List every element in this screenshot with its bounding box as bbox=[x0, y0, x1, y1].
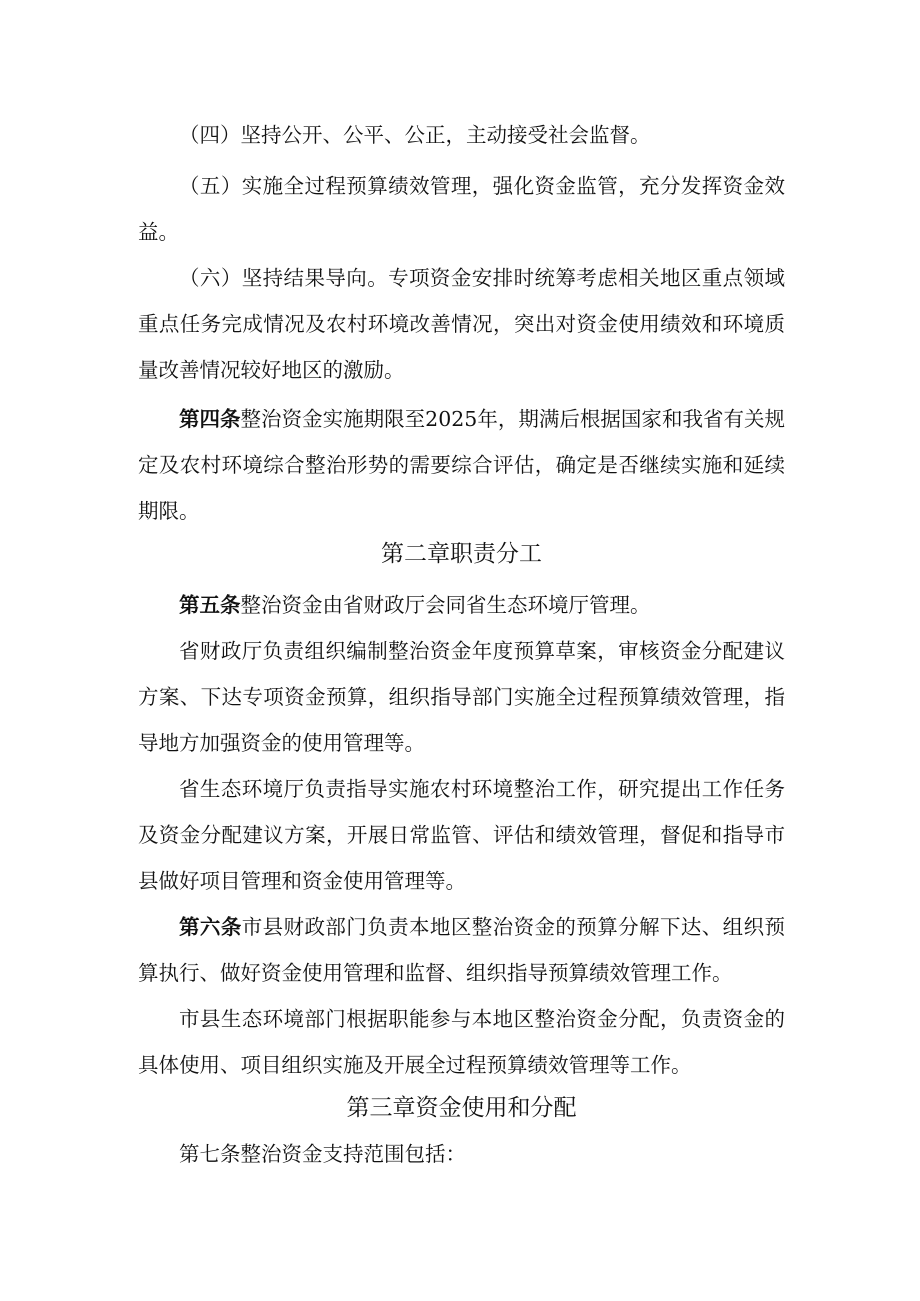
article-6 bbox=[138, 904, 785, 996]
principle-5: （五）实施全过程预算绩效管理，强化资金监管，充分发挥资金效益。 bbox=[138, 174, 785, 244]
article-5-para-2: 省生态环境厅负责指导实施农村环境整治工作，研究提出工作任务及资金分配建议方案，开展日常监管、评估和绩效管理，督促和指导市县做好项目管理和资金使用管理等。 bbox=[138, 777, 785, 893]
article-4-text: 整治资金实施期限至2025年，期满后根据国家和我省有关规定及农村环境综合整治形势的需要综合评估，确定是否继续实施和延续期限。 bbox=[138, 407, 786, 523]
principle-6: （六）坚持结果导向。专项资金安排时统筹考虑相关地区重点领域重点任务完成情况及农村环境改善情况，突出对资金使用绩效和环境质量改善情况较好地区的激励。 bbox=[138, 266, 785, 382]
article-6-text: 市县财政部门负责本地区整治资金的预算分解下达、组织预算执行、做好资金使用管理和监督、组织指导预算绩效管理工作。 bbox=[138, 915, 786, 985]
article-4 bbox=[138, 396, 785, 534]
article-6-para-1: 市县生态环境部门根据职能参与本地区整治资金分配，负责资金的具体使用、项目组织实施及开展全过程预算绩效管理等工作。 bbox=[138, 1007, 785, 1077]
article-4-label: 第四条 bbox=[179, 407, 241, 431]
article-7: 第七条整治资金支持范围包括： bbox=[179, 1142, 466, 1166]
article-5-text: 整治资金由省财政厅会同省生态环境厅管理。 bbox=[240, 593, 651, 617]
article-5-label: 第五条 bbox=[179, 593, 241, 617]
article-5 bbox=[138, 582, 785, 628]
chapter-3-heading: 第三章资金使用和分配 bbox=[346, 1095, 577, 1121]
principle-4: （四）坚持公开、公平、公正，主动接受社会监督。 bbox=[179, 123, 651, 147]
article-6-label: 第六条 bbox=[179, 915, 242, 939]
article-5-para-1: 省财政厅负责组织编制整治资金年度预算草案，审核资金分配建议方案、下达专项资金预算，组织指导部门实施全过程预算绩效管理，指导地方加强资金的使用管理等。 bbox=[138, 639, 785, 755]
chapter-2-heading: 第二章职责分工 bbox=[381, 541, 542, 567]
